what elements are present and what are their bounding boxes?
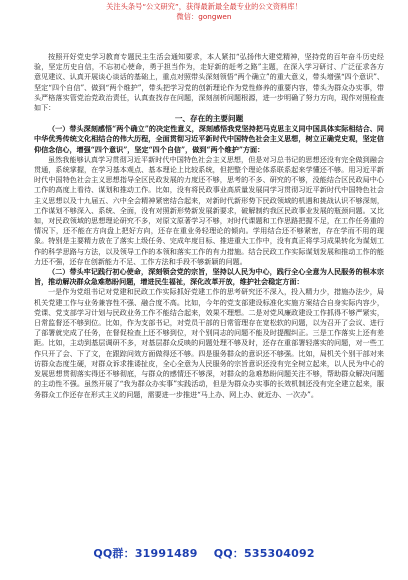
section-title: 一、存在的主要问题 [174,114,244,124]
wechat-id: gongwen [198,12,232,21]
header-banner-wechat [0,12,408,22]
footer-qq: QQ：535304092 [213,547,315,560]
subsection-title: （二）带头牢记践行初心使命，深刻领会党的宗旨，坚持以人民为中心，践行全心全意为人民服务的根本宗旨，推动解决群众急难愁盼问题，增进民生福祉，深化改革开放，维护社会稳定方面： [34,267,384,287]
intro-paragraph: 按照开好党史学习教育专题民主生活会通知要求，本人紧扣“弘扬伟大建党精神，坚持党的百年奋斗历史经验，坚定历史自信，不忘初心使命，勇于担当作为，走好新的赶考之路”主题，在深入学习研讨、广泛征求各方意见建议、认真开展谈心谈话的基础上，重点对照带头深刻领悟“两个确立”的重大意义，带头增强“四个意识”、坚定“四个自信”、做到“两个维护”，带头把学习党的创新理论作为党性修养的重要内容，带头为群众办实事，带头严格落实管党治党政治责任，认真查找存在问题，深刻剖析问题根源，进一步明确了努力方向，现作对照检查如下： [34,52,384,113]
header-banner-text: 关注头条号“公文研究”，获得最新最全最专业的公文资料库！ [106,2,302,11]
body-paragraph: 虽然我能够认真学习贯彻习近平新时代中国特色社会主义思想，但是对习总书记的思想还没有完全做到融会贯通，系统掌握，在学习基本观点、基本理论上比较系统，但把整个理论体系联系起来学懂还不够。用习近平新时代中国特色社会主义思想指导全区民政发展的力度还不够，思考的不多、研究的不够，没能结合区民政局中心工作的高度上看待、谋划和推动工作。比如，没有将民政事业高质量发展同学习贯彻习近平新时代中国特色社会主义思想以及十九届五、六中全会精神紧密结合起来，对新时代新形势下民政领域的机遇和挑战认识不够深刻，工作谋划不够深入、系统、全面，没有对照新形势新发展新要求，破解制约我区民政事业发展的瓶颈问题。又比如，对民政领域的思想理论研究不多，对原文原著学习不够，对时代课题和工作思路把握不足，在工作任务重的情况下，还不能在方向盘上把好方向，还存在重业务轻理论的倾向。学用结合还不够紧密，存在学而不用的现象。特别是主要精力放在了落实上级任务、完成年度目标、推进重大工作中，没有真正将学习成果转化为谋划工作的科学思路与方法，以及领导工作的本领和落实工作的有力措施。结合民政工作实际谋划发展和推动工作的能力还不强，还存在创新能力不足、工作方法和手段不够新颖的问题。 [34,154,384,266]
document-body [34,52,384,400]
footer-contact [0,546,408,562]
footer-qq-group: QQ群：31991489 [93,547,198,560]
body-paragraph: 一是作为党组书记对党建和民政工作实际抓好党建工作的思考研究还不深入，投入精力少，措施办法少，局机关党建工作与业务兼容性不强、融合度不高。比如，今年的党支部建设标准化实施方案结合自身实际内容少，党课、党支部学习计划与民政业务工作不能结合起来，效果不理想。二是对党风廉政建设工作抓得不够严紧实，日常监督还不够到位。比如，作为支部书记，对党员干部的日常管理存在宽松软的问题，以为召开了会议、进行了部署就完成了任务，在督促检查上还不够到位，对个别同志的问题不能及时提醒纠正。三是工作落实上还有差距。比如，主动到基层调研不多，对基层群众反映的问题处理不够及时，还存在重部署轻落实的问题，对一些工作只开了会、下了文，在跟踪问效方面做得还不够。四是服务群众的意识还不够强。比如，局机关个别干部对来访群众态度生硬，对群众诉求推诿扯皮，全心全意为人民服务的宗旨意识还没有完全树立起来，以人民为中心的发展思想贯彻落实得还不够彻底，与群众的感情还不够深，对群众的急难愁盼问题关注不够，帮助群众解决问题的主动性不强。虽然开展了“我为群众办实事”实践活动，但是为群众办实事的长效机制还没有完全建立起来，服务群众工作还存在形式主义的问题，需要进一步推进“马上办、网上办、就近办、一次办”。 [34,287,384,399]
header-banner [0,2,408,22]
wechat-label: 微信： [176,12,199,21]
subsection-title: （一）带头深刻感悟“两个确立”的决定性意义，深刻感悟我党坚持把马克思主义同中国具体实际相结合、同中华优秀传统文化相结合的伟大历程，全面贯彻习近平新时代中国特色社会主义思想，树立正确党史观，坚定信仰信念信心，增强“四个意识”，坚定“四个自信”，做到“两个维护”方面： [34,124,384,154]
